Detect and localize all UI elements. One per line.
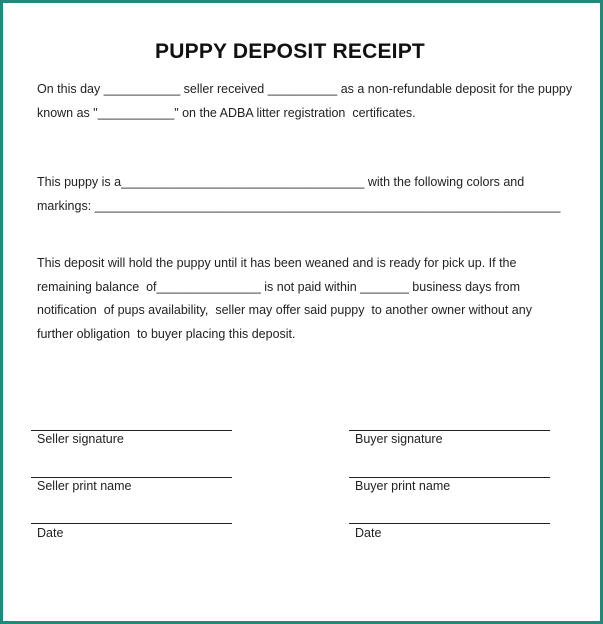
buyer-print-name-label: Buyer print name	[355, 479, 451, 493]
buyer-signature-label: Buyer signature	[355, 432, 443, 446]
paragraph-line: This puppy is a___________________________________ with the following colors and	[37, 175, 525, 189]
document-title: PUPPY DEPOSIT RECEIPT	[155, 40, 425, 63]
buyer-date-line[interactable]	[349, 523, 550, 524]
seller-date-line[interactable]	[31, 523, 232, 524]
seller-date-label: Date	[37, 526, 64, 540]
seller-print-name-label: Seller print name	[37, 479, 132, 493]
paragraph-deposit-terms	[37, 78, 573, 125]
seller-signature-line[interactable]	[31, 430, 232, 431]
buyer-date-label: Date	[355, 526, 382, 540]
seller-print-name-line[interactable]	[31, 477, 232, 478]
paragraph-puppy-description	[37, 171, 561, 218]
paragraph-line: known as "___________" on the ADBA litter registration certificates.	[37, 105, 416, 120]
paragraph-line: markings: ___________________________________________________________________	[37, 198, 561, 213]
paragraph-line: notification of pups availability, seller may offer said puppy to another owner without any	[37, 303, 532, 317]
seller-signature-label: Seller signature	[37, 432, 124, 446]
paragraph-hold-conditions	[37, 252, 557, 346]
buyer-signature-line[interactable]	[349, 430, 550, 431]
paragraph-line: further obligation to buyer placing this deposit.	[37, 326, 296, 341]
buyer-print-name-line[interactable]	[349, 477, 550, 478]
paragraph-line: remaining balance of_______________ is not paid within _______ business days from	[37, 279, 520, 294]
paragraph-line: This deposit will hold the puppy until it has been weaned and is ready for pick up. If the	[37, 256, 517, 270]
paragraph-line: On this day ___________ seller received __________ as a non-refundable deposit for the puppy	[37, 82, 573, 96]
